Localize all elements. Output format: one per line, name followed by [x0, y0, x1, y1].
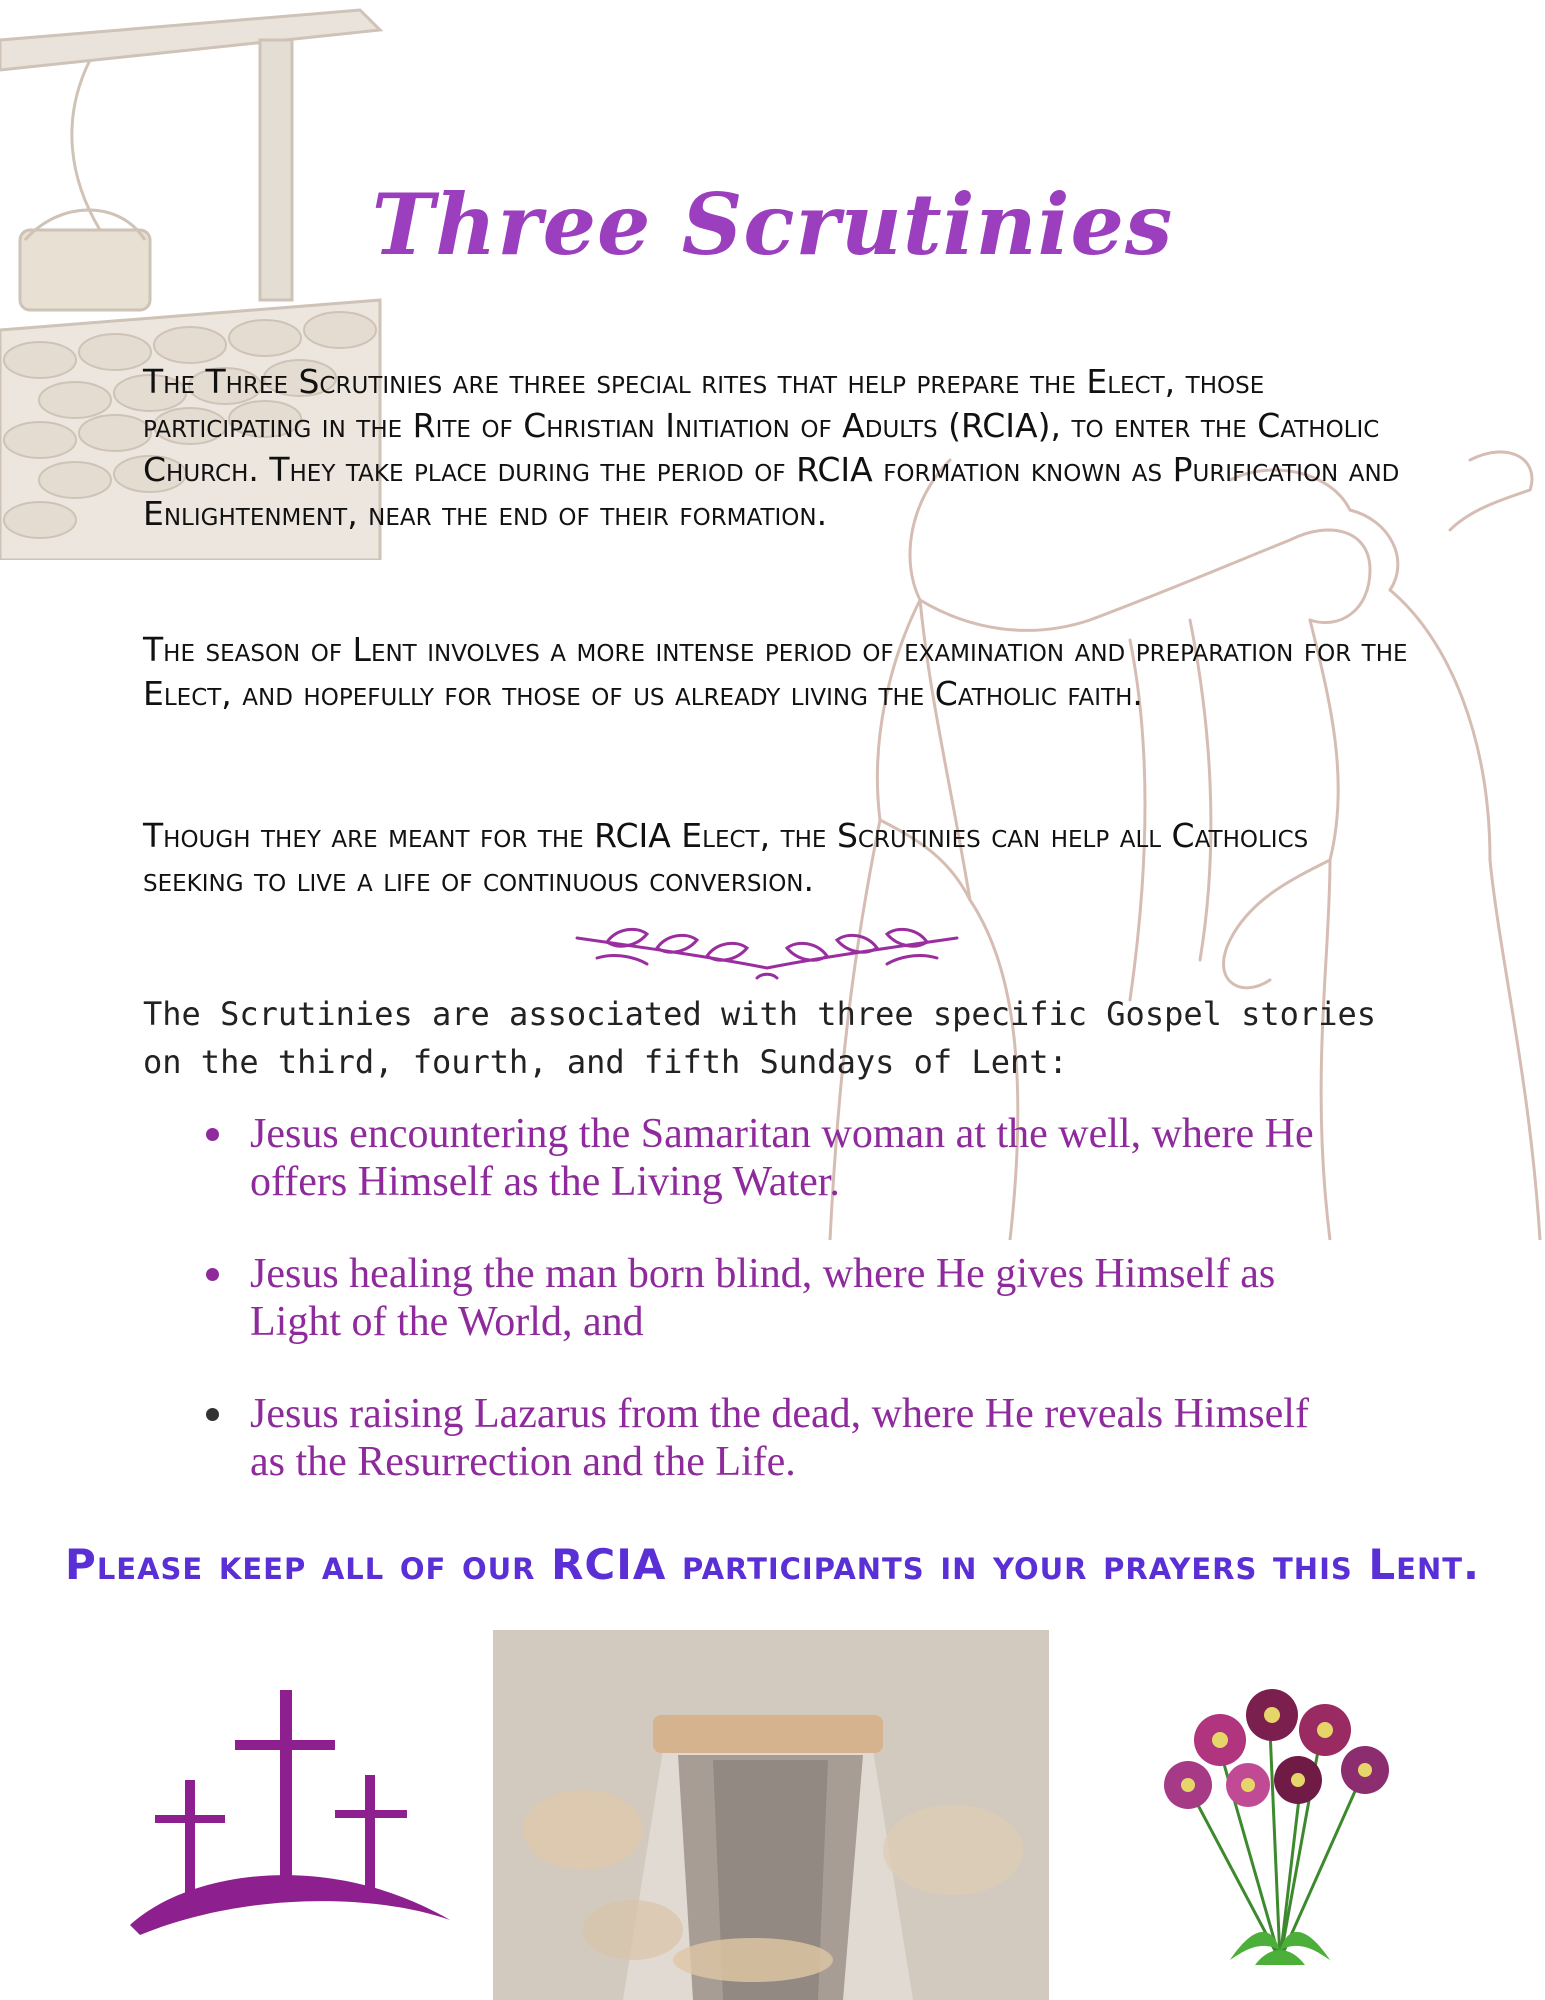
list-item — [200, 1250, 1350, 1346]
bullet-dot-icon — [206, 1408, 219, 1421]
hellebore-flowers — [1160, 1670, 1400, 1970]
prayer-request: Please keep all of our RCIA participants in your prayers this Lent. — [65, 1540, 1480, 1589]
three-crosses-icon — [130, 1680, 460, 1940]
paragraph-elect: Though they are meant for the RCIA Elect, the Scrutinies can help all Catholics seeking to live a life of continuous conversion. — [143, 816, 1309, 899]
gospel-intro: The Scrutinies are associated with three specific Gospel stories on the third, fourth, and fifth Sundays of Lent: — [143, 995, 1376, 1081]
paragraph-intro: The Three Scrutinies are three special rites that help prepare the Elect, those participating in the Rite of Christian Initiation of Adults (RCIA), to enter the Catholic Church. They take place during the period of RCIA formation known as Purification and Enlightenment, near the end of their formation. — [143, 362, 1400, 533]
tomb-photo — [493, 1630, 1049, 2000]
bullet-dot-icon — [206, 1128, 219, 1141]
bullet-dot-icon — [206, 1268, 219, 1281]
list-item-text: Jesus encountering the Samaritan woman at the well, where He offers Himself as the Living Water. — [250, 1111, 1314, 1205]
list-item — [200, 1110, 1350, 1206]
list-item-text: Jesus healing the man born blind, where He gives Himself as Light of the World, and — [250, 1251, 1276, 1345]
page-title: Three Scrutinies — [371, 175, 1174, 274]
gospel-list — [200, 1110, 1350, 1530]
paragraph-lent: The season of Lent involves a more intense period of examination and preparation for the Elect, and hopefully for those of us already living the Catholic faith. — [143, 630, 1408, 713]
list-item — [200, 1390, 1350, 1486]
laurel-divider — [567, 918, 967, 988]
list-item-text: Jesus raising Lazarus from the dead, where He reveals Himself as the Resurrection and the Life. — [250, 1391, 1309, 1485]
